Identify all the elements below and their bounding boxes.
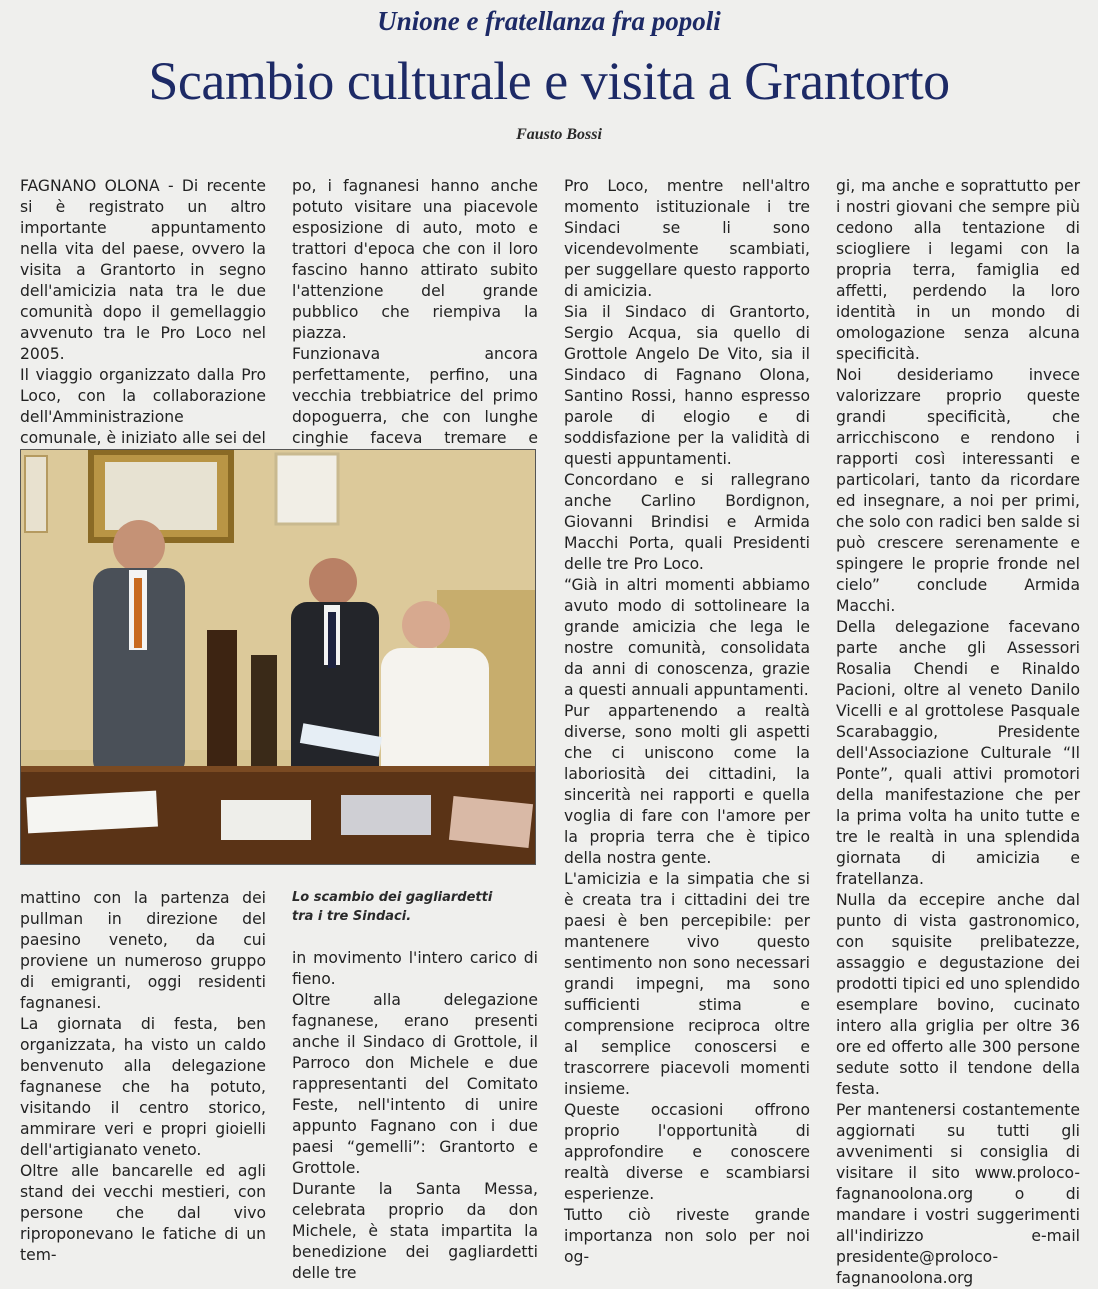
paragraph: Pro Loco, mentre nell'altro momento istituzionale i tre Sindaci se li sono vicendevolmente scambiati, per suggellare questo rapporto di amicizia. bbox=[564, 177, 810, 300]
paragraph: Nulla da eccepire anche dal punto di vista gastronomico, con squisite prelibatezze, assaggio e degustazione dei prodotti tipici ed uno splendido esemplare bovino, cucinato intero alla griglia per oltre 36 ore ed offerto alle 300 persone sedute sotto il tendone della festa. bbox=[836, 891, 1080, 1098]
caption-line: tra i tre Sindaci. bbox=[292, 909, 412, 924]
paragraph: Funzionava ancora perfettamente, perfino, una vecchia trebbiatrice del primo dopoguerra, che con lunghe cinghie faceva tremare e bbox=[292, 345, 538, 447]
paragraph: Queste occasioni offrono proprio l'opportunità di approfondire e conoscere realtà diverse e scambiarsi esperienze. bbox=[564, 1101, 810, 1203]
paragraph: po, i fagnanesi hanno anche potuto visitare una piacevole esposizione di auto, moto e trattori d'epoca che con il loro fascino hanno attirato subito l'attenzione del grande pubblico che riempiva la piazza. bbox=[292, 177, 538, 342]
column-2-top bbox=[292, 176, 538, 470]
paragraph: Noi desideriamo invece valorizzare proprio queste grandi specificità, che arricchiscono e rendono i rapporti così interessanti e particolari, tanto da ricordare ed insegnare, a noi per primi, che solo con radici ben salde si può crescere serenamente e spingere le proprie fronde nel cielo” conclude Armida Macchi. bbox=[836, 366, 1080, 615]
paragraph: Per mantenersi costantemente aggiornati su tutti gli avvenimenti si consiglia di visitare il sito www.proloco-fagnanoolona.org o di mandare i vostri suggerimenti all'indirizzo e-mail presidente@proloco-fagnanoolona.org bbox=[836, 1101, 1080, 1287]
paragraph: L'amicizia e la simpatia che si è creata tra i cittadini dei tre paesi è ben percepibile: per mantenere vivo questo sentimento non sono necessari grandi impegni, ma sono sufficienti stima e comprensione reciproca oltre al semplice conoscersi e trascorrere piacevoli momenti insieme. bbox=[564, 870, 810, 1098]
article-photo bbox=[20, 449, 536, 865]
photo-image bbox=[21, 450, 535, 864]
photo-caption bbox=[292, 888, 538, 926]
paragraph: FAGNANO OLONA - Di recente si è registrato un altro importante appuntamento nella vita del paese, ovvero la visita a Grantorto in segno dell'amicizia nata tra le due comunità dopo il gemellaggio avvenuto tra le Pro Loco nel 2005. bbox=[20, 177, 266, 363]
paragraph: mattino con la partenza dei pullman in direzione del paesino veneto, da cui proviene un numeroso gruppo di emigranti, oggi residenti fagnanesi. bbox=[20, 889, 266, 1012]
column-1-bottom bbox=[20, 888, 266, 1266]
paragraph: “Già in altri momenti abbiamo avuto modo di sottolineare la grande amicizia che lega le nostre comunità, consolidata da anni di conoscenza, grazie a questi annuali appuntamenti. bbox=[564, 576, 810, 699]
column-2-bottom bbox=[292, 948, 538, 1284]
paragraph: Oltre alle bancarelle ed agli stand dei vecchi mestieri, con persone che dal vivo riproponevano le fatiche di un tem- bbox=[20, 1162, 266, 1264]
paragraph: Della delegazione facevano parte anche gli Assessori Rosalia Chendi e Rinaldo Pacioni, oltre al veneto Danilo Vicelli e al grottolese Pasquale Scarabaggio, Presidente dell'Associazione Culturale “Il Ponte”, quali attivi promotori della manifestazione che per la prima volta ha unito tutte e tre le realtà in una splendida giornata di amicizia e fratellanza. bbox=[836, 618, 1080, 888]
column-4 bbox=[836, 176, 1080, 1289]
paragraph: Il viaggio organizzato dalla Pro Loco, con la collaborazione dell'Amministrazione comunale, è iniziato alle sei del bbox=[20, 366, 266, 447]
paragraph: Oltre alla delegazione fagnanese, erano presenti anche il Sindaco di Grottole, il Parroco don Michele e due rappresentanti del Comitato Feste, nell'intento di unire appunto Fagnano con i due paesi “gemelli”: Grantorto e Grottole. bbox=[292, 991, 538, 1177]
paragraph: in movimento l'intero carico di fieno. bbox=[292, 949, 538, 988]
caption-line: Lo scambio dei gagliardetti bbox=[292, 890, 493, 905]
column-1-top bbox=[20, 176, 266, 449]
paragraph: Pur appartenendo a realtà diverse, sono molti gli aspetti che ci uniscono come la laboriosità dei cittadini, la sincerità nei rapporti e quella voglia di fare con l'amore per la propria terra che è tipico della nostra gente. bbox=[564, 702, 810, 867]
paragraph: gi, ma anche e soprattutto per i nostri giovani che sempre più cedono alla tentazione di sciogliere i legami con la propria terra, famiglia ed affetti, perdendo la loro identità in un mondo di omologazione senza alcuna specificità. bbox=[836, 177, 1080, 363]
paragraph: Tutto ciò riveste grande importanza non solo per noi og- bbox=[564, 1206, 810, 1266]
article-kicker: Unione e fratellanza fra popoli bbox=[377, 6, 721, 36]
column-3 bbox=[564, 176, 810, 1268]
article-author: Fausto Bossi bbox=[516, 126, 602, 143]
paragraph: Sia il Sindaco di Grantorto, Sergio Acqua, sia quello di Grottole Angelo De Vito, sia il Sindaco di Fagnano Olona, Santino Rossi, hanno espresso parole di elogio e di soddisfazione per la validità di questi appuntamenti. bbox=[564, 303, 810, 468]
paragraph: Durante la Santa Messa, celebrata proprio da don Michele, è stata impartita la benedizione dei gagliardetti delle tre bbox=[292, 1180, 538, 1282]
article-title: Scambio culturale e visita a Grantorto bbox=[148, 51, 950, 111]
paragraph: Concordano e si rallegrano anche Carlino Bordignon, Giovanni Brindisi e Armida Macchi Porta, quali Presidenti delle tre Pro Loco. bbox=[564, 471, 810, 573]
paragraph: La giornata di festa, ben organizzata, ha visto un caldo benvenuto alla delegazione fagnanese che ha potuto, visitando il centro storico, ammirare veri e propri gioielli dell'artigianato veneto. bbox=[20, 1015, 266, 1159]
